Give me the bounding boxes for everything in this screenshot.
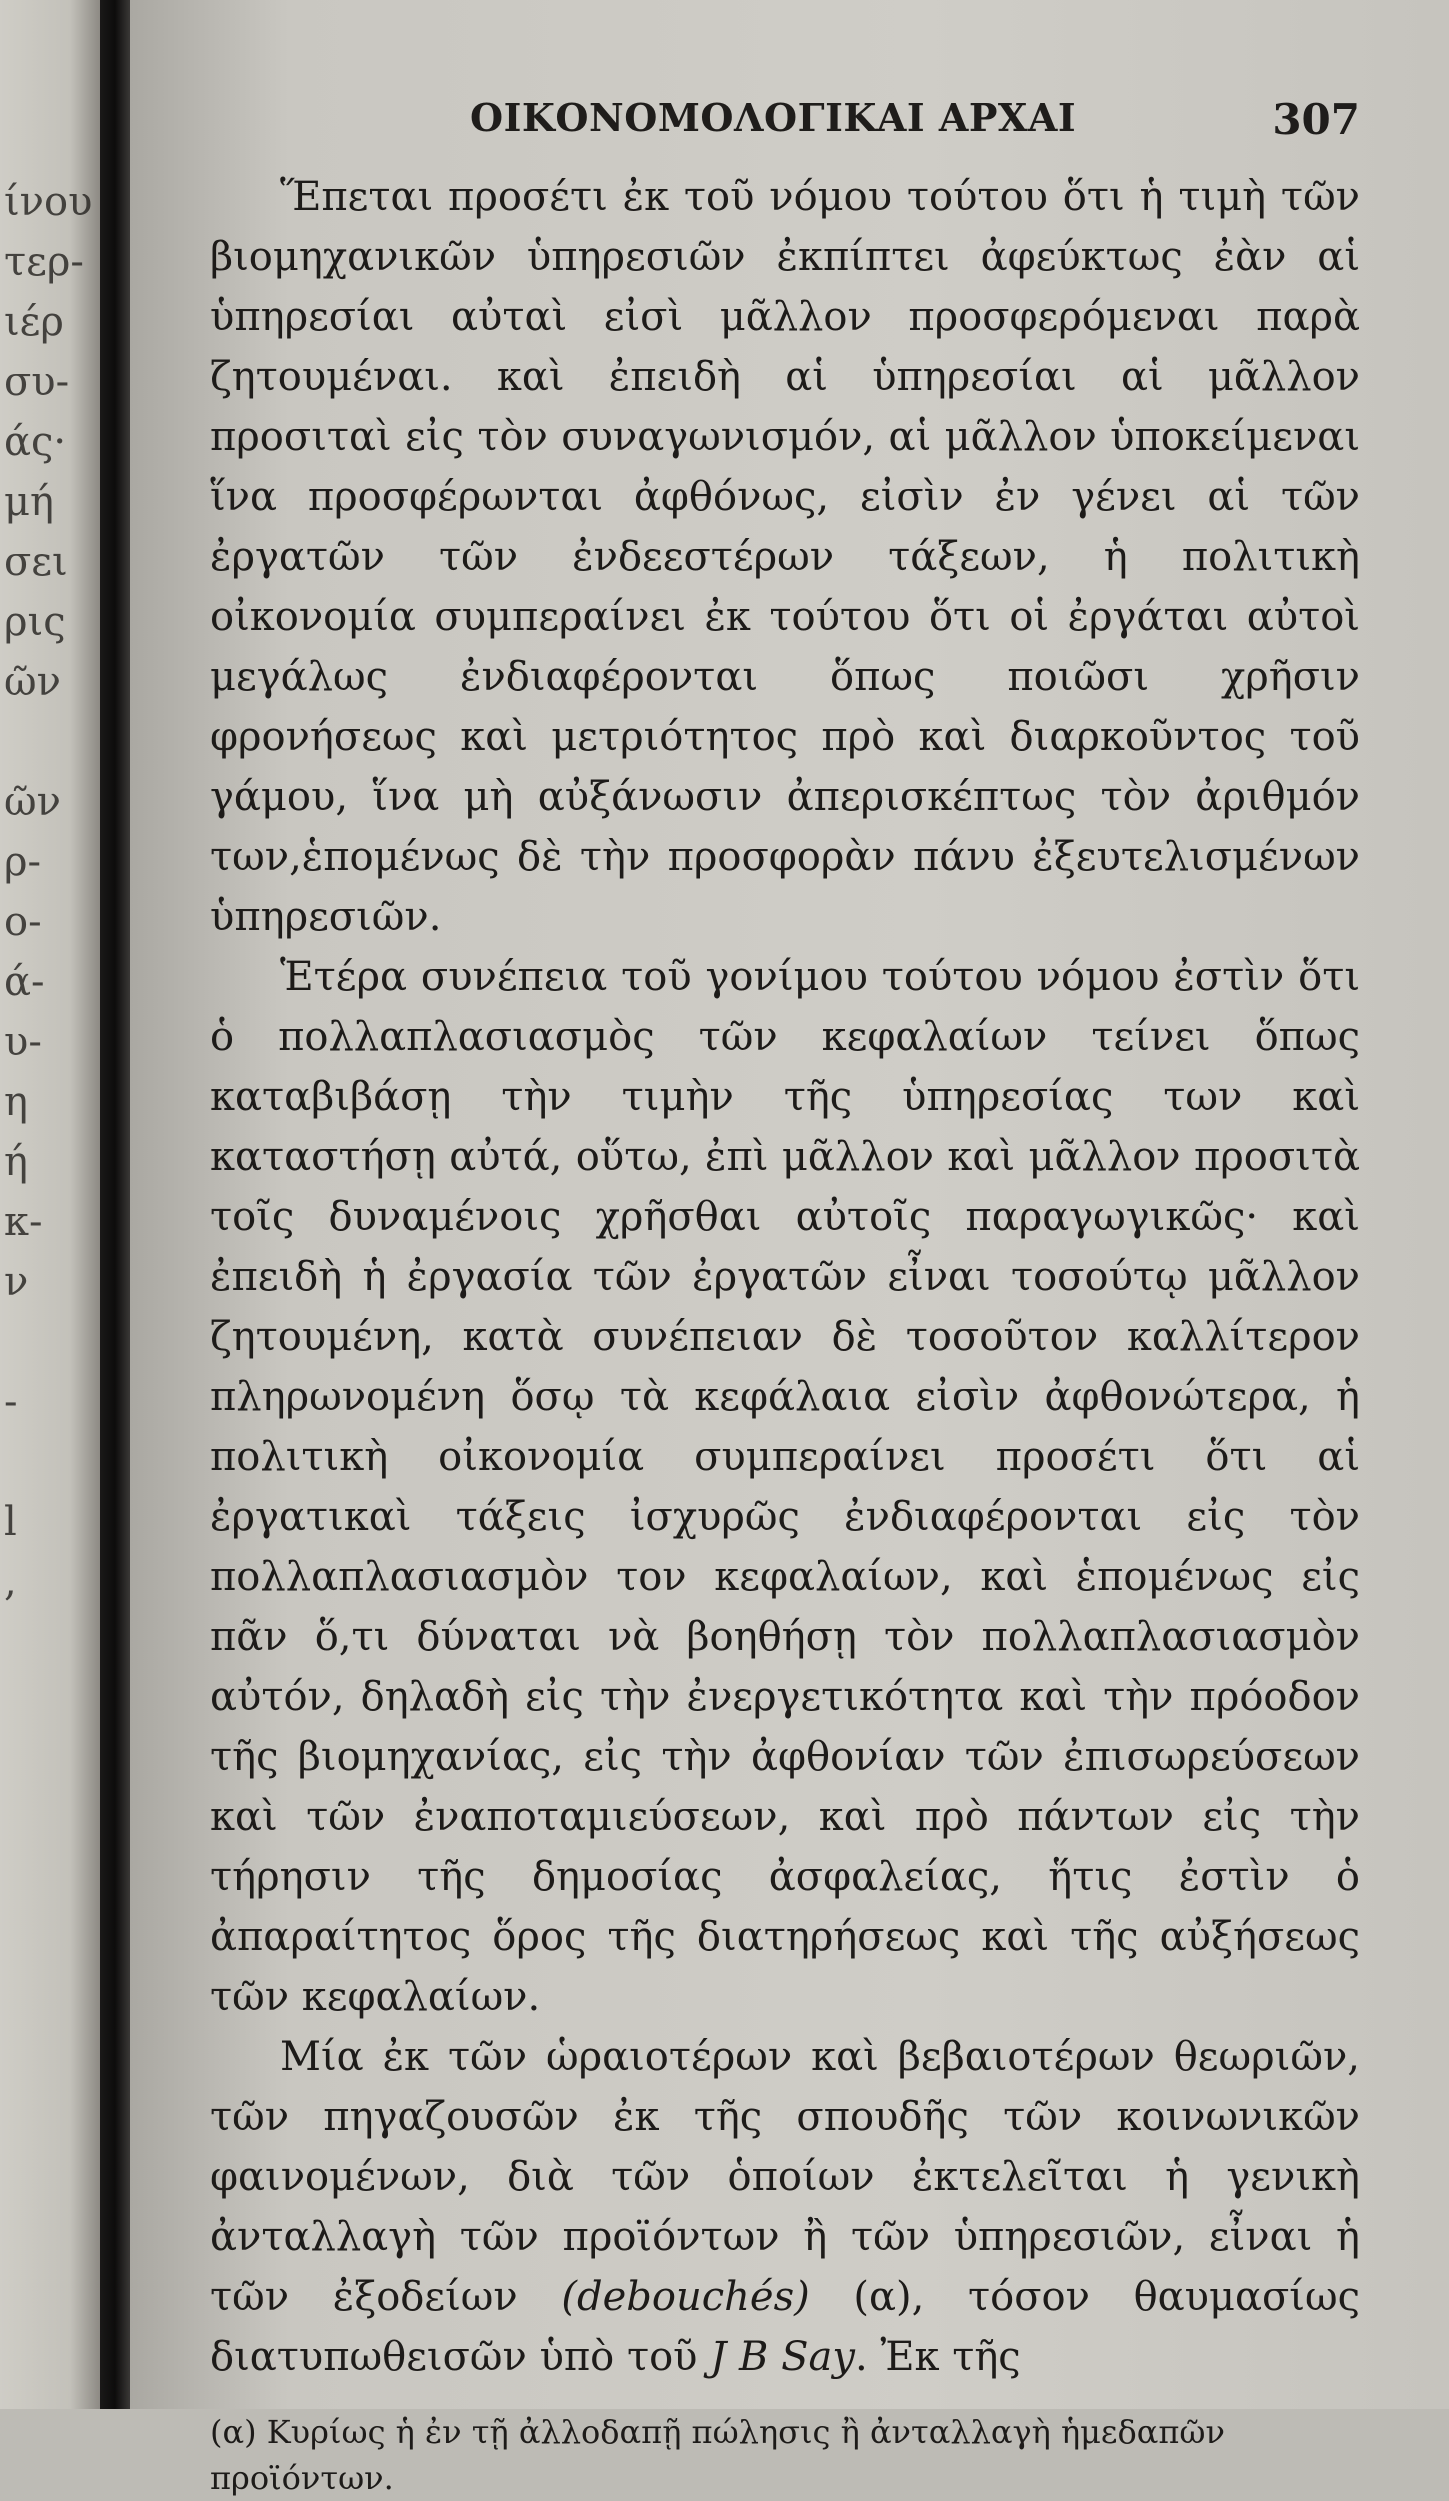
prev-line: ῶν xyxy=(4,659,61,705)
book-page xyxy=(130,0,1449,2497)
prev-line: τερ- xyxy=(4,239,84,285)
footnote-text xyxy=(210,2409,1360,2501)
page-number: 307 xyxy=(1272,95,1360,144)
french-term: (debouchés) xyxy=(561,2274,810,2320)
body-text xyxy=(210,167,1360,2387)
prev-line xyxy=(0,712,100,772)
prev-line: ρις xyxy=(4,599,66,645)
page-content xyxy=(210,95,1360,2501)
prev-line: ν xyxy=(4,1259,29,1305)
prev-line: - xyxy=(4,1379,18,1425)
prev-line: συ- xyxy=(4,359,70,405)
prev-line: ῶν xyxy=(4,779,61,825)
book-gutter xyxy=(100,0,130,2409)
prev-line xyxy=(0,1432,100,1492)
prev-line: μή xyxy=(4,479,54,525)
prev-line: ίνου xyxy=(4,179,93,225)
paragraph-text: . Ἐκ τῆς xyxy=(854,2334,1021,2380)
prev-line: ρ- xyxy=(4,839,42,885)
footnote-marker: (α) xyxy=(210,2413,257,2451)
prev-line: l xyxy=(4,1499,17,1545)
prev-line: ο- xyxy=(4,899,42,945)
previous-page-edge xyxy=(0,0,100,2409)
prev-line: ή xyxy=(4,1139,28,1185)
prev-line: υ- xyxy=(4,1019,42,1065)
prev-line: άς· xyxy=(4,419,67,465)
paragraph-text: Μία ἐκ τῶν ὡραιοτέρων καὶ βεβαιοτέρων θεωριῶν, τῶν πηγαζουσῶν ἐκ τῆς σπουδῆς τῶν κοινωνικῶν φαινομένων, διὰ τῶν ὁποίων ἐκτελεῖται ἡ γενικὴ ἀνταλλαγὴ τῶν προϊόντων ἢ τῶν ὑπηρεσιῶν, εἶναι ἡ τῶν ἐξοδείων xyxy=(210,2034,1360,2320)
prev-line: η xyxy=(4,1079,28,1125)
prev-line xyxy=(0,1312,100,1372)
footnote-body: Κυρίως ἡ ἐν τῇ ἀλλοδαπῇ πώλησις ἢ ἀνταλλαγὴ ἡμεδαπῶν προϊόντων. xyxy=(210,2413,1225,2497)
paragraph: Ἕπεται προσέτι ἐκ τοῦ νόμου τούτου ὅτι ἡ τιμὴ τῶν βιομηχανικῶν ὑπηρεσιῶν ἐκπίπτει ἀφεύκτως ἐὰν αἱ ὑπηρεσίαι αὐταὶ εἰσὶ μᾶλλον προσφερόμεναι παρὰ ζητουμέναι. καὶ ἐπειδὴ αἱ ὑπηρεσίαι αἱ μᾶλλον προσιταὶ εἰς τὸν συναγωνισμόν, αἱ μᾶλλον ὑποκείμεναι ἵνα προσφέρωνται ἀφθόνως, εἰσὶν ἐν γένει αἱ τῶν ἐργατῶν τῶν ἐνδεεστέρων τάξεων, ἡ πολιτικὴ οἰκονομία συμπεραίνει ἐκ τούτου ὅτι οἱ ἐργάται αὐτοὶ μεγάλως ἐνδιαφέρονται ὅπως ποιῶσι χρῆσιν φρονήσεως καὶ μετριότητος πρὸ καὶ διαρκοῦντος τοῦ γάμου, ἵνα μὴ αὐξάνωσιν ἀπερισκέπτως τὸν ἀριθμόν των,ἑπομένως δὲ τὴν προσφορὰν πάνυ ἐξευτελισμένων ὑπηρεσιῶν. xyxy=(210,174,1360,940)
prev-line: σει xyxy=(4,539,68,585)
paragraph xyxy=(210,2027,1360,2387)
author-name: J B Say xyxy=(710,2334,855,2380)
page-header xyxy=(210,95,1360,155)
paragraph: Ἑτέρα συνέπεια τοῦ γονίμου τούτου νόμου ἐστὶν ὅτι ὁ πολλαπλασιασμὸς τῶν κεφαλαίων τείνει ὅπως καταβιβάσῃ τὴν τιμὴν τῆς ὑπηρεσίας των καὶ καταστήσῃ αὐτά, οὕτω, ἐπὶ μᾶλλον καὶ μᾶλλον προσιτὰ τοῖς δυναμένοις χρῆσθαι αὐτοῖς παραγωγικῶς· καὶ ἐπειδὴ ἡ ἐργασία τῶν ἐργατῶν εἶναι τοσούτῳ μᾶλλον ζητουμένη, κατὰ συνέπειαν δὲ τοσοῦτον καλλίτερον πληρωνομένη ὅσῳ τὰ κεφάλαια εἰσὶν ἀφθονώτερα, ἡ πολιτικὴ οἰκονομία συμπεραίνει προσέτι ὅτι αἱ ἐργατικαὶ τάξεις ἰσχυρῶς ἐνδιαφέρονται εἰς τὸν πολλαπλασιασμὸν τον κεφαλαίων, καὶ ἑπομένως εἰς πᾶν ὅ,τι δύναται νὰ βοηθήσῃ τὸν πολλαπλασιασμὸν αὐτόν, δηλαδὴ εἰς τὴν ἐνεργετικότητα καὶ τὴν πρόοδον τῆς βιομηχανίας, εἰς τὴν ἀφθονίαν τῶν ἐπισωρεύσεων καὶ τῶν ἐναποταμιεύσεων, καὶ πρὸ πάντων εἰς τὴν τήρησιν τῆς δημοσίας ἀσφαλείας, ἥτις ἐστὶν ὁ ἀπαραίτητος ὅρος τῆς διατηρήσεως καὶ τῆς αὐξήσεως τῶν κεφαλαίων. xyxy=(210,954,1360,2020)
prev-line: κ- xyxy=(4,1199,43,1245)
paragraph-text: (α), τόσον θαυμασίως διατυπωθεισῶν ὑπὸ τοῦ xyxy=(210,2274,1360,2380)
prev-line: ιέρ xyxy=(4,299,64,345)
footnote xyxy=(210,2409,1360,2501)
prev-line: ά- xyxy=(4,959,45,1005)
running-head: ΟΙΚΟΝΟΜΟΛΟΓΙΚΑΙ ΑΡΧΑΙ xyxy=(470,95,1077,140)
prev-line: , xyxy=(4,1559,17,1605)
